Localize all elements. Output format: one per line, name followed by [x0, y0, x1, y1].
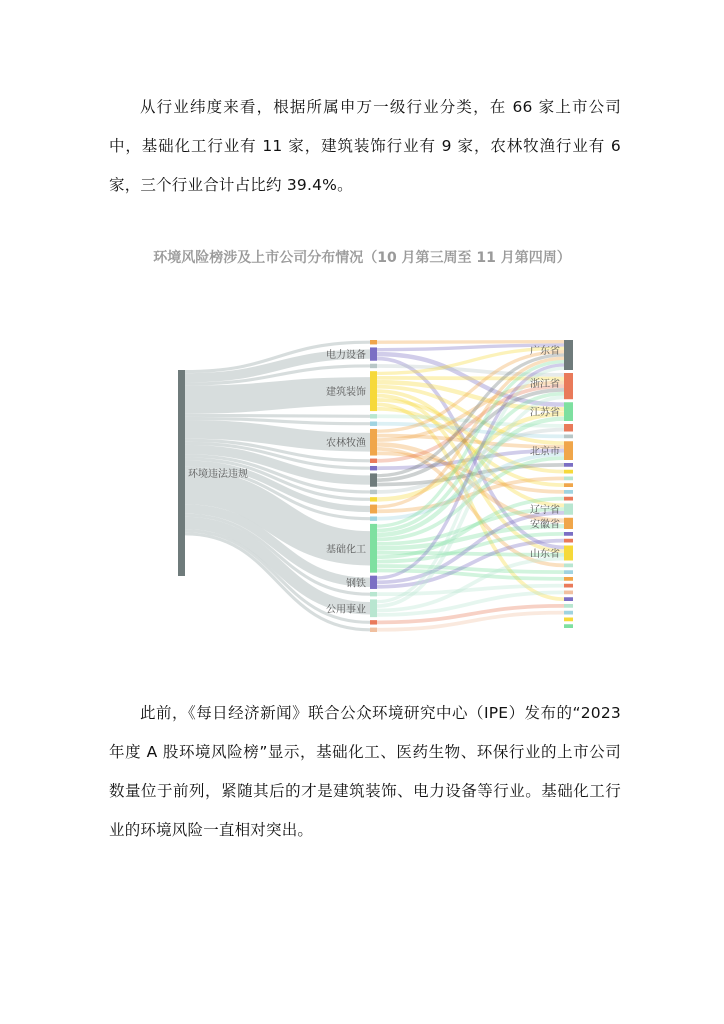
node-province — [564, 402, 573, 421]
node-province — [564, 518, 573, 529]
node-industry-label: 电力设备 — [326, 350, 366, 362]
node-province-label: 北京市 — [530, 446, 560, 458]
node-industry — [370, 628, 377, 632]
node-province-label: 山东省 — [530, 549, 560, 560]
node-province-label: 江苏省 — [530, 407, 560, 419]
node-province-label: 辽宁省 — [530, 505, 560, 517]
node-industry — [370, 473, 377, 486]
node-industry-label: 农林牧渔 — [326, 438, 366, 450]
node-industry — [370, 422, 377, 426]
link-industry-province — [377, 342, 564, 343]
node-province — [564, 340, 573, 370]
node-industry — [370, 429, 377, 456]
node-province-label: 浙江省 — [530, 379, 560, 390]
node-industry — [370, 576, 377, 589]
node-industry-label: 公用事业 — [326, 604, 366, 616]
node-province — [564, 463, 573, 467]
node-province — [564, 539, 573, 543]
node-industry — [370, 466, 377, 470]
node-industry — [370, 459, 377, 463]
node-industry-label: 钢铁 — [346, 578, 366, 590]
node-province-label: 安徽省 — [530, 519, 560, 531]
node-province — [564, 618, 573, 622]
paragraph-ipe-ranking: 此前，《每日经济新闻》联合公众环境研究中心（IPE）发布的“2023 年度 A 股环境风险榜”显示，基础化工、医药生物、环保行业的上市公司数量位于前列，紧随其后的才是建筑装饰、电力设备等行业。基础化工行业的环境风险一直相对突出。 — [109, 704, 621, 839]
node-source-label: 环境违法违规 — [188, 469, 248, 480]
node-industry-label: 建筑装饰 — [326, 387, 366, 399]
node-province — [564, 546, 573, 561]
node-industry — [370, 620, 377, 624]
node-industry — [370, 497, 377, 501]
node-province — [564, 497, 573, 501]
node-industry — [370, 516, 377, 520]
node-province — [564, 577, 573, 581]
node-industry — [370, 371, 377, 411]
node-industry — [370, 505, 377, 514]
node-province — [564, 604, 573, 608]
node-industry — [370, 524, 377, 573]
node-province — [564, 532, 573, 536]
node-province — [564, 490, 573, 494]
node-province — [564, 570, 573, 574]
node-province — [564, 441, 573, 460]
node-province — [564, 624, 573, 628]
node-province — [564, 470, 573, 474]
node-province — [564, 591, 573, 595]
node-industry — [370, 592, 377, 596]
node-industry — [370, 490, 377, 494]
node-source — [178, 370, 185, 576]
node-industry — [370, 364, 377, 368]
link-source-industry — [185, 415, 370, 416]
node-province — [564, 597, 573, 601]
node-province — [564, 611, 573, 615]
node-province — [564, 504, 573, 515]
node-industry-label: 基础化工 — [326, 544, 366, 556]
node-industry — [370, 347, 377, 360]
node-province — [564, 564, 573, 568]
figure-title: 环境风险榜涉及上市公司分布情况（10 月第三周至 11 月第四周） — [153, 250, 571, 266]
node-province — [564, 584, 573, 588]
node-province-label: 广东省 — [530, 346, 560, 357]
node-province — [564, 435, 573, 439]
node-province — [564, 483, 573, 487]
node-industry — [370, 340, 377, 344]
node-province — [564, 477, 573, 481]
paragraph-industry-breakdown: 从行业纬度来看，根据所属申万一级行业分类，在 66 家上市公司中，基础化工行业有 11 家，建筑装饰行业有 9 家，农林牧渔行业有 6 家，三个行业合计占比约 39.4%。 — [109, 98, 621, 194]
node-industry — [370, 599, 377, 617]
node-province — [564, 424, 573, 432]
node-industry — [370, 414, 377, 418]
node-province — [564, 373, 573, 399]
